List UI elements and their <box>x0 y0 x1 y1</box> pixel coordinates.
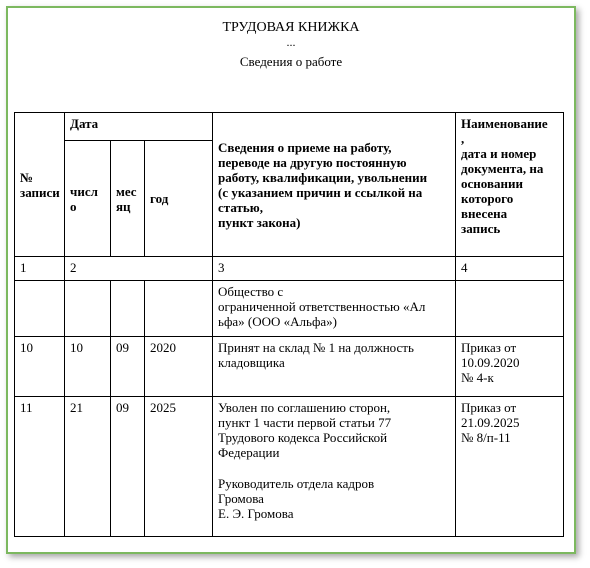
record-basis: Приказ от 21.09.2025 № 8/п-11 <box>456 397 564 537</box>
table-row <box>15 397 564 537</box>
record-month: 09 <box>111 397 145 537</box>
company-name: Общество с ограниченной ответственностью «Ал ьфа» (ООО «Альфа») <box>213 281 456 337</box>
company-row <box>15 281 564 337</box>
record-day: 10 <box>65 337 111 397</box>
record-info: Принят на склад № 1 на должность кладовщика <box>213 337 456 397</box>
column-number-1: 1 <box>15 257 65 281</box>
record-basis: Приказ от 10.09.2020 № 4-к <box>456 337 564 397</box>
record-year: 2025 <box>145 397 213 537</box>
header-month: мес яц <box>111 141 145 257</box>
record-number: 10 <box>15 337 65 397</box>
header-document-basis: Наименование , дата и номер документа, на основании которого внесена запись <box>456 113 564 257</box>
header-day: числ о <box>65 141 111 257</box>
hr-signature: Руководитель отдела кадров Громова Е. Э. Громова <box>218 476 375 521</box>
table-row <box>15 337 564 397</box>
employment-record-table <box>14 112 564 537</box>
header-row <box>15 113 564 141</box>
record-number: 11 <box>15 397 65 537</box>
record-day: 21 <box>65 397 111 537</box>
document-ellipsis: ... <box>286 35 296 49</box>
record-info: Уволен по соглашению сторон, пункт 1 части первой статьи 77 Трудового кодекса Российской Федерации <box>218 400 392 460</box>
column-number-3: 3 <box>213 257 456 281</box>
header-work-info: Сведения о приеме на работу, переводе на другую постоянную работу, квалификации, увольнении (с указанием причин и ссылкой на статью, пункт закона) <box>213 113 456 257</box>
record-year: 2020 <box>145 337 213 397</box>
column-number-row <box>15 257 564 281</box>
header-date: Дата <box>65 113 213 141</box>
document-title: ТРУДОВАЯ КНИЖКА <box>222 20 360 35</box>
column-number-4: 4 <box>456 257 564 281</box>
record-month: 09 <box>111 337 145 397</box>
header-year: год <box>145 141 213 257</box>
record-info-cell <box>213 397 456 537</box>
header-record-number: № записи <box>15 113 65 257</box>
document-subtitle: Сведения о работе <box>239 54 343 69</box>
column-number-2: 2 <box>65 257 213 281</box>
